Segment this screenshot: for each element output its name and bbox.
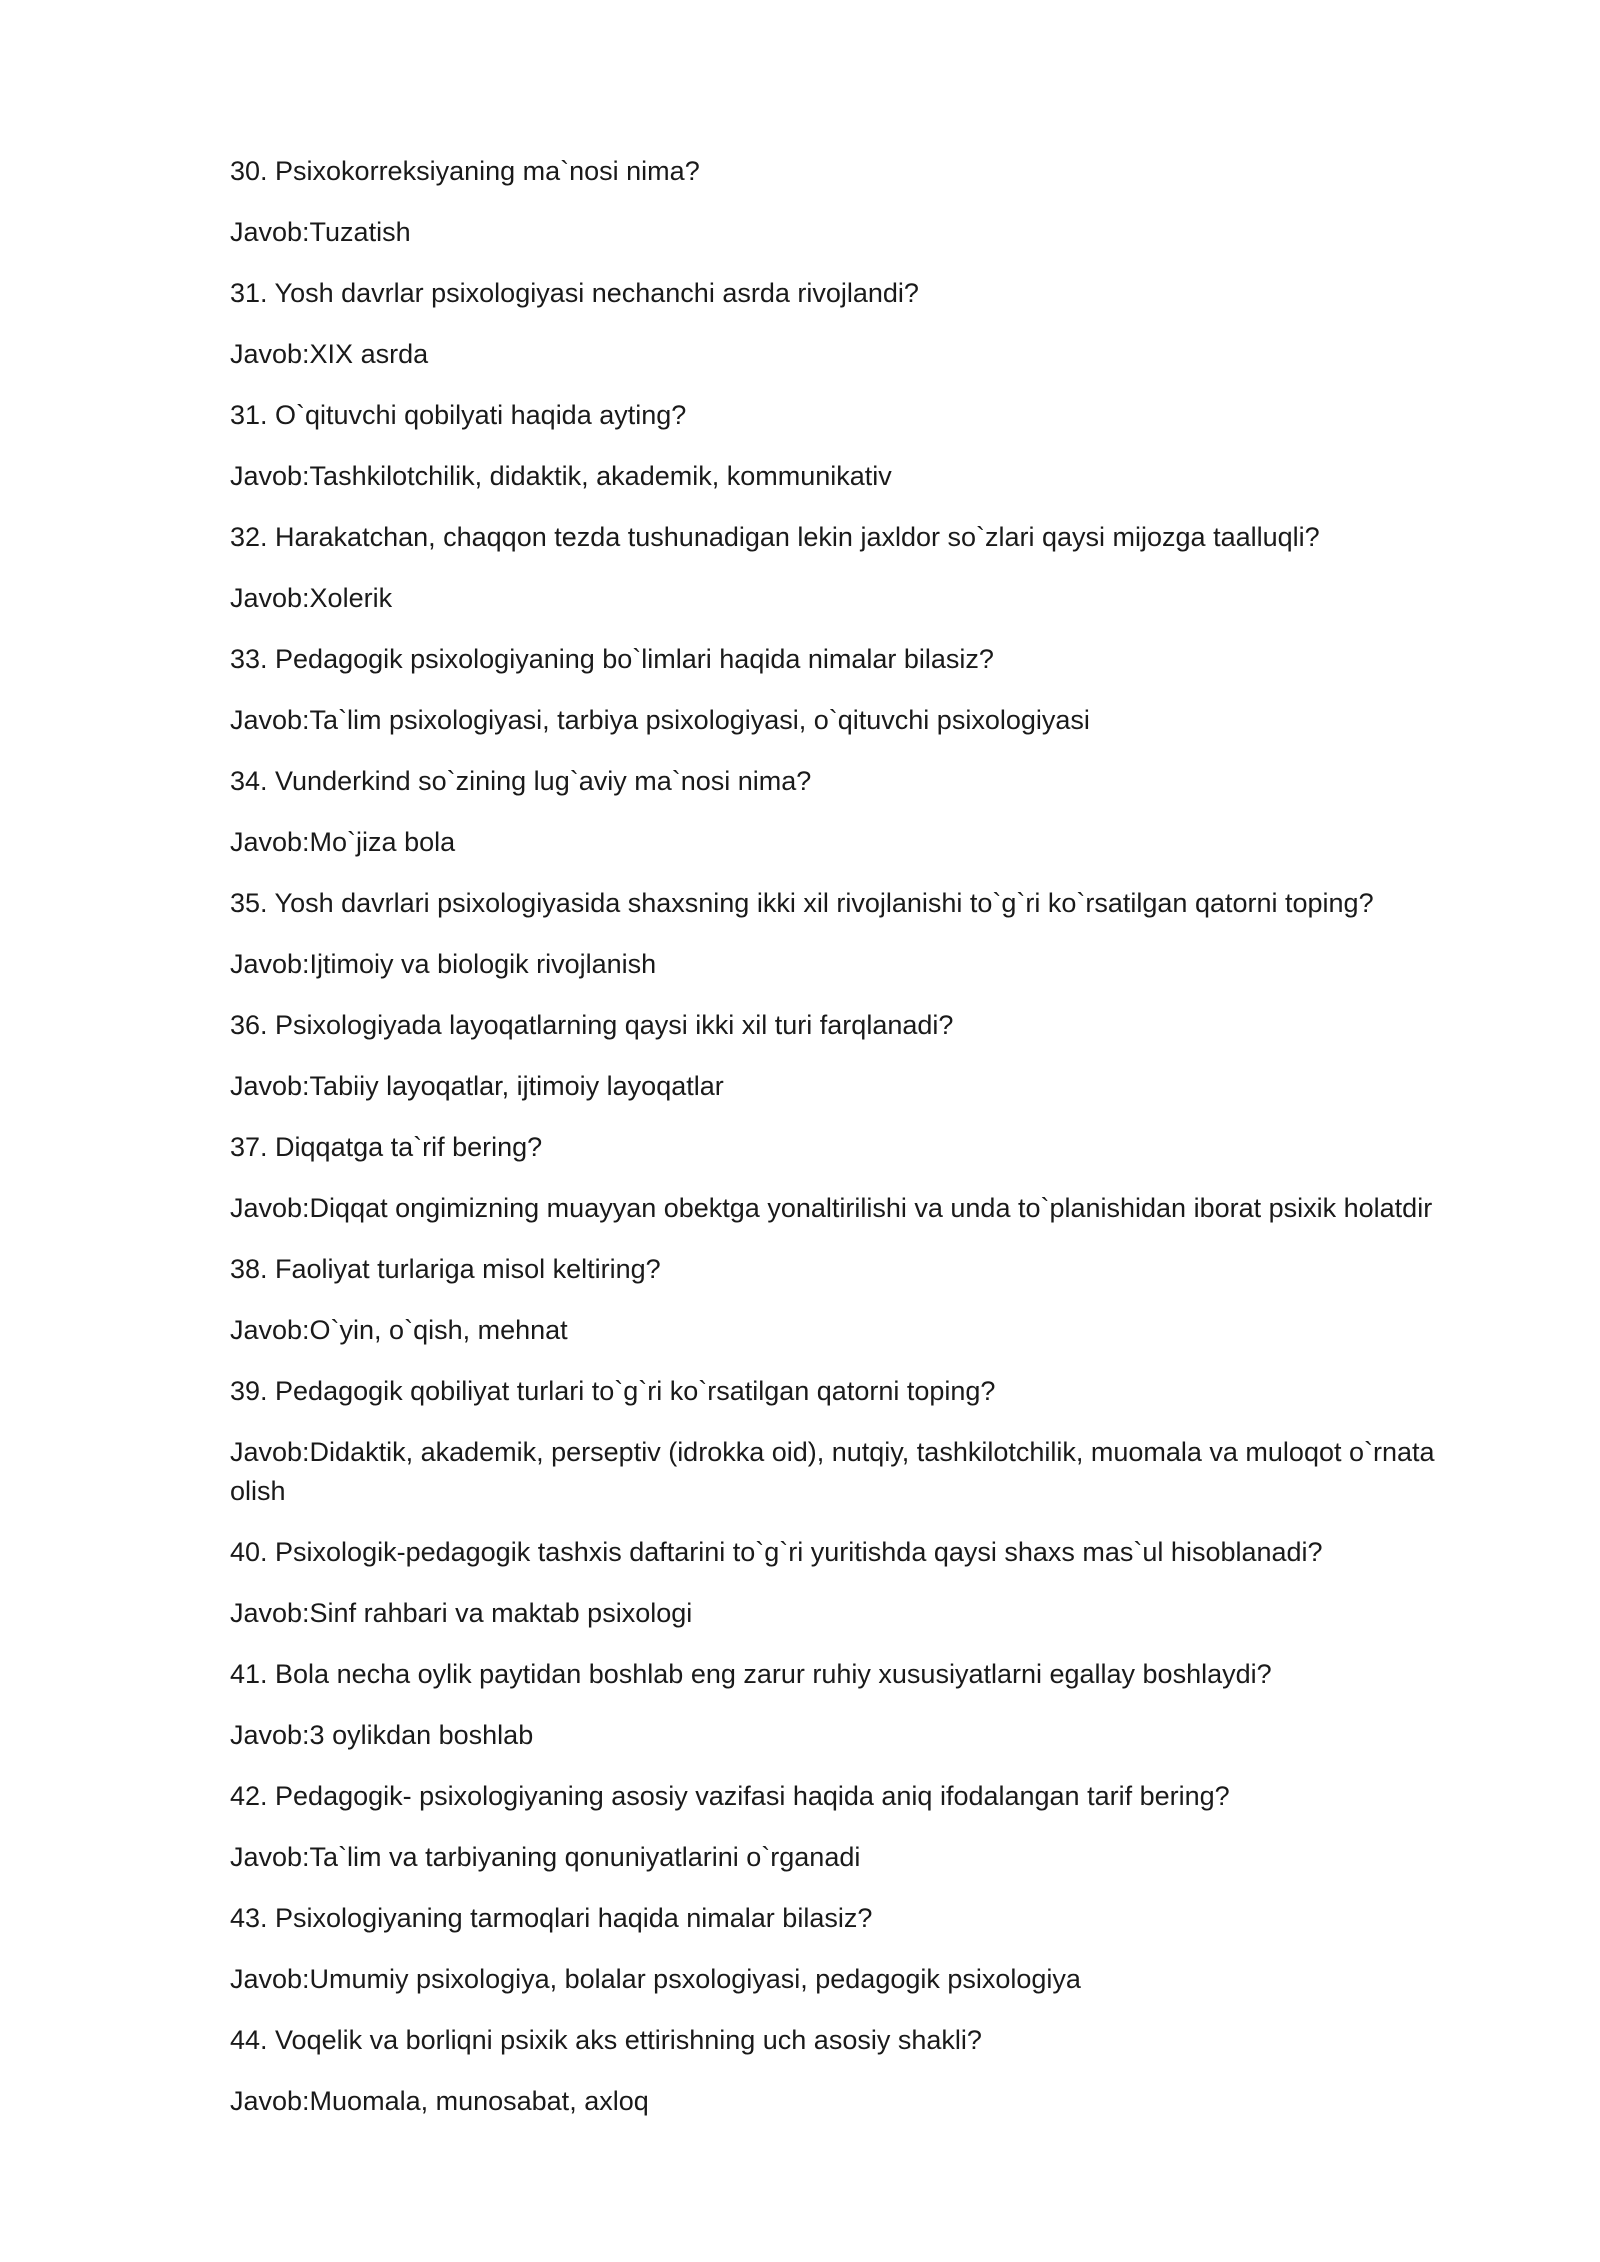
question-32: 32. Harakatchan, chaqqon tezda tushunadigan lekin jaxldor so`zlari qaysi mijozga taalluqli? bbox=[230, 522, 1320, 552]
answer-38: Javob:O`yin, o`qish, mehnat bbox=[230, 1315, 568, 1345]
question-34: 34. Vunderkind so`zining lug`aviy ma`nosi nima? bbox=[230, 766, 812, 796]
answer-41: Javob:3 oylikdan boshlab bbox=[230, 1720, 534, 1750]
question-31b: 31. O`qituvchi qobilyati haqida ayting? bbox=[230, 400, 687, 430]
answer-32: Javob:Xolerik bbox=[230, 583, 393, 613]
answer-30: Javob:Tuzatish bbox=[230, 217, 411, 247]
question-30: 30. Psixokorreksiyaning ma`nosi nima? bbox=[230, 156, 700, 186]
answer-31: Javob:XIX asrda bbox=[230, 339, 429, 369]
question-40: 40. Psixologik-pedagogik tashxis daftarini to`g`ri yuritishda qaysi shaxs mas`ul hisoblanadi? bbox=[230, 1537, 1323, 1567]
question-39: 39. Pedagogik qobiliyat turlari to`g`ri ko`rsatilgan qatorni toping? bbox=[230, 1376, 996, 1406]
question-31: 31. Yosh davrlar psixologiyasi nechanchi asrda rivojlandi? bbox=[230, 278, 919, 308]
answer-42: Javob:Ta`lim va tarbiyaning qonuniyatlarini o`rganadi bbox=[230, 1842, 861, 1872]
answer-34: Javob:Mo`jiza bola bbox=[230, 827, 456, 857]
question-38: 38. Faoliyat turlariga misol keltiring? bbox=[230, 1254, 661, 1284]
question-41: 41. Bola necha oylik paytidan boshlab eng zarur ruhiy xususiyatlarni egallay boshlaydi? bbox=[230, 1659, 1272, 1689]
question-33: 33. Pedagogik psixologiyaning bo`limlari haqida nimalar bilasiz? bbox=[230, 644, 994, 674]
question-44: 44. Voqelik va borliqni psixik aks ettirishning uch asosiy shakli? bbox=[230, 2025, 982, 2055]
answer-37: Javob:Diqqat ongimizning muayyan obektga yonaltirilishi va unda to`planishidan iborat psixik holatdir bbox=[230, 1193, 1433, 1223]
answer-43: Javob:Umumiy psixologiya, bolalar psxologiyasi, pedagogik psixologiya bbox=[230, 1964, 1081, 1994]
question-37: 37. Diqqatga ta`rif bering? bbox=[230, 1132, 543, 1162]
answer-35: Javob:Ijtimoiy va biologik rivojlanish bbox=[230, 949, 657, 979]
question-35: 35. Yosh davrlari psixologiyasida shaxsning ikki xil rivojlanishi to`g`ri ko`rsatilgan qatorni toping? bbox=[230, 888, 1374, 918]
question-36: 36. Psixologiyada layoqatlarning qaysi ikki xil turi farqlanadi? bbox=[230, 1010, 954, 1040]
document-page bbox=[230, 152, 1480, 2143]
question-43: 43. Psixologiyaning tarmoqlari haqida nimalar bilasiz? bbox=[230, 1903, 873, 1933]
answer-44: Javob:Muomala, munosabat, axloq bbox=[230, 2086, 649, 2116]
answer-33: Javob:Ta`lim psixologiyasi, tarbiya psixologiyasi, o`qituvchi psixologiyasi bbox=[230, 705, 1090, 735]
question-42: 42. Pedagogik- psixologiyaning asosiy vazifasi haqida aniq ifodalangan tarif bering? bbox=[230, 1781, 1230, 1811]
answer-40: Javob:Sinf rahbari va maktab psixologi bbox=[230, 1598, 693, 1628]
answer-39: Javob:Didaktik, akademik, perseptiv (idrokka oid), nutqiy, tashkilotchilik, muomala va muloqot o`rnata olish bbox=[230, 1437, 1435, 1506]
answer-36: Javob:Tabiiy layoqatlar, ijtimoiy layoqatlar bbox=[230, 1071, 724, 1101]
answer-31b: Javob:Tashkilotchilik, didaktik, akademik, kommunikativ bbox=[230, 461, 892, 491]
